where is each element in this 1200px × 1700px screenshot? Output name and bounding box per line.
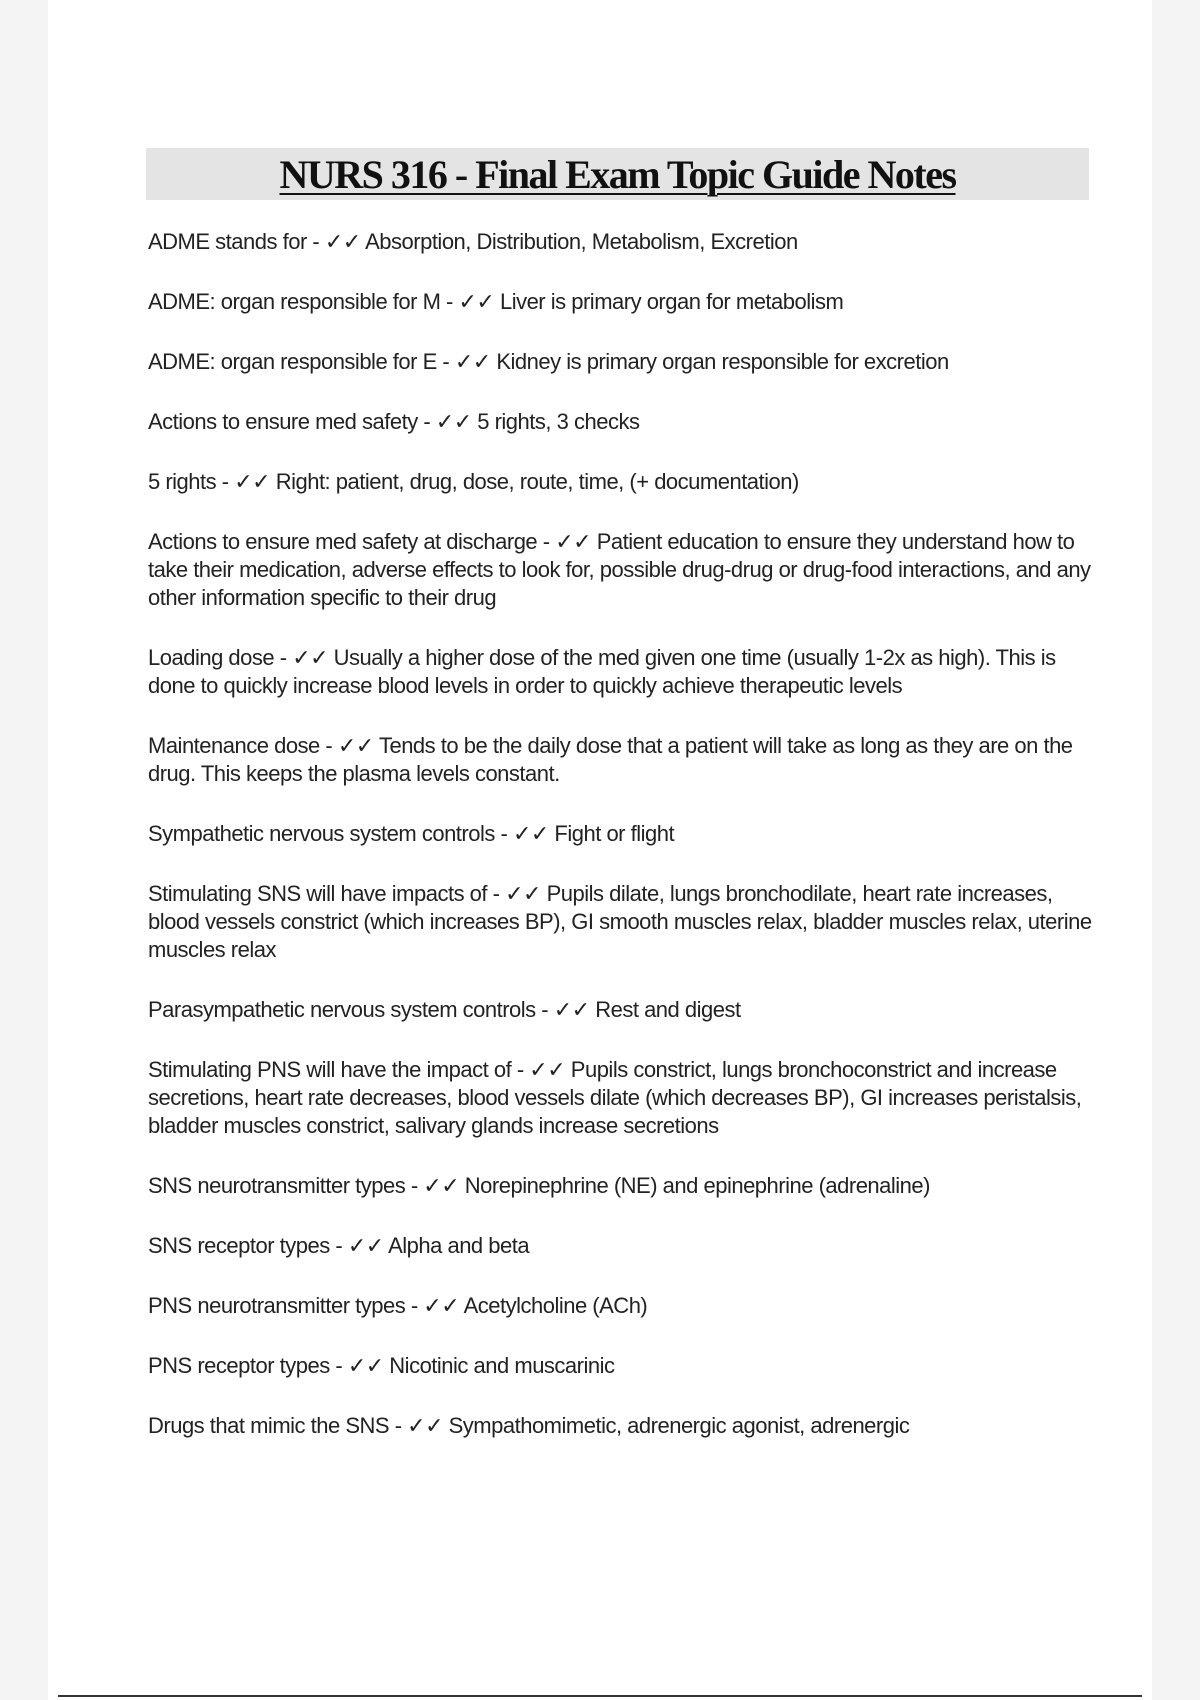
note-separator: - xyxy=(405,1293,424,1318)
note-answer: Nicotinic and muscarinic xyxy=(389,1353,615,1378)
note-item xyxy=(148,468,1093,496)
double-check-icon: ✓✓ xyxy=(347,1233,389,1258)
note-item xyxy=(148,732,1093,788)
double-check-icon: ✓✓ xyxy=(292,645,334,670)
note-term: Actions to ensure med safety at discharge xyxy=(148,529,538,554)
note-item xyxy=(148,1292,1093,1320)
note-separator: - xyxy=(494,821,513,846)
note-separator: - xyxy=(274,645,293,670)
note-separator: - xyxy=(216,469,235,494)
note-answer: Kidney is primary organ responsible for excretion xyxy=(496,349,949,374)
note-answer: Right: patient, drug, dose, route, time, (+ documentation) xyxy=(275,469,799,494)
note-separator: - xyxy=(537,529,556,554)
double-check-icon: ✓✓ xyxy=(423,1293,464,1318)
note-term: Maintenance dose xyxy=(148,733,320,758)
bottom-divider xyxy=(58,1695,1142,1697)
double-check-icon: ✓✓ xyxy=(337,733,379,758)
double-check-icon: ✓✓ xyxy=(423,1173,465,1198)
note-answer: 5 rights, 3 checks xyxy=(477,409,640,434)
note-answer: Acetylcholine (ACh) xyxy=(463,1293,648,1318)
note-item xyxy=(148,1232,1093,1260)
note-item xyxy=(148,1172,1093,1200)
note-separator: - xyxy=(389,1413,408,1438)
note-term: ADME: organ responsible for M xyxy=(148,289,441,314)
note-separator: - xyxy=(487,881,506,906)
note-separator: - xyxy=(405,1173,424,1198)
double-check-icon: ✓✓ xyxy=(324,229,366,254)
note-separator: - xyxy=(306,229,325,254)
note-item xyxy=(148,820,1093,848)
double-check-icon: ✓✓ xyxy=(555,529,597,554)
note-answer: Liver is primary organ for metabolism xyxy=(499,289,844,314)
note-term: Stimulating SNS will have impacts of xyxy=(148,881,488,906)
note-term: Drugs that mimic the SNS xyxy=(148,1413,390,1438)
page-title: NURS 316 - Final Exam Topic Guide Notes xyxy=(279,151,956,197)
double-check-icon: ✓✓ xyxy=(234,469,276,494)
note-answer: Patient education to ensure they understand how to take their medication, adverse effects to look for, possible drug-drug or drug-food interactions, and any other information specific to their drug xyxy=(148,529,1091,610)
note-answer: Usually a higher dose of the med given one time (usually 1-2x as high). This is done to quickly increase blood levels in order to quickly achieve therapeutic levels xyxy=(148,645,1056,698)
note-term: SNS neurotransmitter types xyxy=(148,1173,406,1198)
note-separator: - xyxy=(535,997,554,1022)
note-answer: Rest and digest xyxy=(595,997,741,1022)
note-separator: - xyxy=(511,1057,530,1082)
note-item xyxy=(148,408,1093,436)
note-item xyxy=(148,228,1093,256)
note-term: PNS neurotransmitter types xyxy=(148,1293,406,1318)
note-term: PNS receptor types xyxy=(148,1353,330,1378)
note-item xyxy=(148,1412,1093,1440)
note-item xyxy=(148,288,1093,316)
note-answer: Fight or flight xyxy=(554,821,675,846)
note-separator: - xyxy=(329,1353,348,1378)
double-check-icon: ✓✓ xyxy=(512,821,555,846)
double-check-icon: ✓✓ xyxy=(435,409,478,434)
title-bar xyxy=(146,148,1089,200)
note-item xyxy=(148,348,1093,376)
note-item xyxy=(148,1352,1093,1380)
note-term: ADME: organ responsible for E xyxy=(148,349,437,374)
note-term: Loading dose xyxy=(148,645,275,670)
double-check-icon: ✓✓ xyxy=(458,289,500,314)
double-check-icon: ✓✓ xyxy=(407,1413,449,1438)
note-item xyxy=(148,996,1093,1024)
note-answer: Pupils constrict, lungs bronchoconstrict and increase secretions, heart rate decreases, blood vessels dilate (which decreases BP), GI increases peristalsis, bladder muscles constrict, salivary glands increase secretions xyxy=(148,1057,1082,1138)
note-answer: Norepinephrine (NE) and epinephrine (adrenaline) xyxy=(464,1173,930,1198)
note-separator: - xyxy=(436,349,455,374)
note-answer: Absorption, Distribution, Metabolism, Excretion xyxy=(365,229,798,254)
note-item xyxy=(148,644,1093,700)
double-check-icon: ✓✓ xyxy=(505,881,547,906)
note-item xyxy=(148,528,1093,612)
note-term: SNS receptor types xyxy=(148,1233,330,1258)
note-term: Sympathetic nervous system controls xyxy=(148,821,495,846)
note-answer: Sympathomimetic, adrenergic agonist, adrenergic xyxy=(448,1413,910,1438)
note-answer: Tends to be the daily dose that a patient will take as long as they are on the drug. This keeps the plasma levels constant. xyxy=(148,733,1073,786)
note-answer: Alpha and beta xyxy=(388,1233,530,1258)
note-item xyxy=(148,880,1093,964)
note-term: ADME stands for xyxy=(148,229,307,254)
double-check-icon: ✓✓ xyxy=(529,1057,571,1082)
note-term: Stimulating PNS will have the impact of xyxy=(148,1057,512,1082)
note-term: Actions to ensure med safety xyxy=(148,409,418,434)
note-separator: - xyxy=(417,409,436,434)
double-check-icon: ✓✓ xyxy=(454,349,497,374)
note-term: Parasympathetic nervous system controls xyxy=(148,997,536,1022)
note-separator: - xyxy=(440,289,459,314)
note-separator: - xyxy=(329,1233,348,1258)
double-check-icon: ✓✓ xyxy=(347,1353,390,1378)
note-item xyxy=(148,1056,1093,1140)
double-check-icon: ✓✓ xyxy=(553,997,596,1022)
note-separator: - xyxy=(319,733,338,758)
notes-list xyxy=(148,228,1093,1472)
note-answer: Pupils dilate, lungs bronchodilate, heart rate increases, blood vessels constrict (which increases BP), GI smooth muscles relax, bladder muscles relax, uterine muscles relax xyxy=(148,881,1092,962)
note-term: 5 rights xyxy=(148,469,217,494)
